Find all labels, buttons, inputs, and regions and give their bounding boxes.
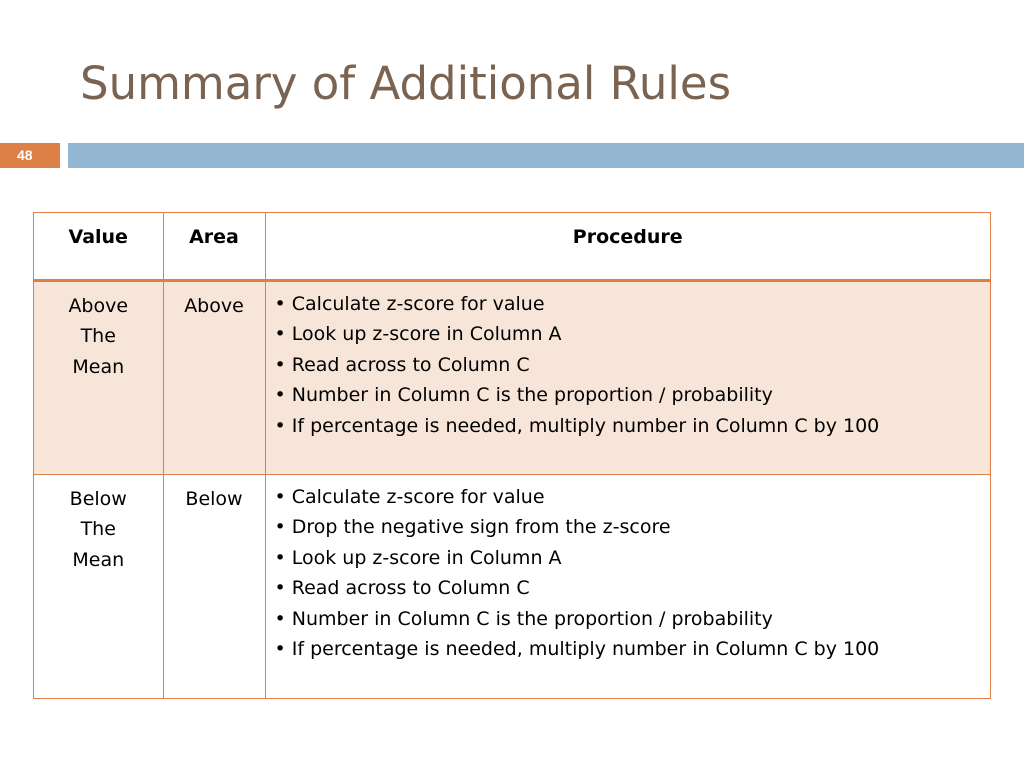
value-cell bbox=[34, 280, 163, 474]
procedure-step: • Look up z-score in Column A bbox=[275, 319, 991, 350]
header-rule-bar bbox=[68, 143, 1024, 168]
procedure-cell bbox=[265, 280, 990, 474]
header-value: Value bbox=[34, 213, 163, 280]
area-cell bbox=[163, 280, 265, 474]
procedure-step: • Calculate z-score for value bbox=[275, 289, 991, 320]
procedure-step: • Look up z-score in Column A bbox=[275, 543, 991, 574]
procedure-list bbox=[266, 475, 991, 666]
table-row-below-mean bbox=[34, 474, 990, 698]
procedure-step: • Number in Column C is the proportion / probability bbox=[275, 380, 991, 411]
value-line: The bbox=[80, 518, 116, 541]
area-cell bbox=[163, 474, 265, 698]
header-procedure: Procedure bbox=[265, 213, 990, 280]
slide-number: 48 bbox=[0, 143, 60, 168]
slide-title: Summary of Additional Rules bbox=[80, 57, 732, 110]
procedure-step: • If percentage is needed, multiply number in Column C by 100 bbox=[275, 634, 991, 665]
table-header-row bbox=[34, 213, 990, 280]
procedure-step: • Calculate z-score for value bbox=[275, 482, 991, 513]
procedure-step: • If percentage is needed, multiply number in Column C by 100 bbox=[275, 411, 991, 442]
value-cell bbox=[34, 474, 163, 698]
procedure-step: • Drop the negative sign from the z-score bbox=[275, 512, 991, 543]
procedure-list bbox=[266, 282, 991, 442]
value-line: Above bbox=[68, 294, 129, 317]
rules-table-frame bbox=[33, 212, 991, 699]
header-area: Area bbox=[163, 213, 265, 280]
area-label: Above bbox=[184, 294, 244, 317]
rules-table bbox=[34, 213, 990, 698]
value-line: The bbox=[80, 325, 116, 348]
procedure-step: • Number in Column C is the proportion / probability bbox=[275, 604, 991, 635]
procedure-cell bbox=[265, 474, 990, 698]
procedure-step: • Read across to Column C bbox=[275, 573, 991, 604]
value-line: Mean bbox=[72, 548, 125, 571]
table-row-above-mean bbox=[34, 280, 990, 474]
value-line: Below bbox=[69, 487, 127, 510]
value-line: Mean bbox=[72, 355, 125, 378]
area-label: Below bbox=[185, 487, 243, 510]
procedure-step: • Read across to Column C bbox=[275, 350, 991, 381]
